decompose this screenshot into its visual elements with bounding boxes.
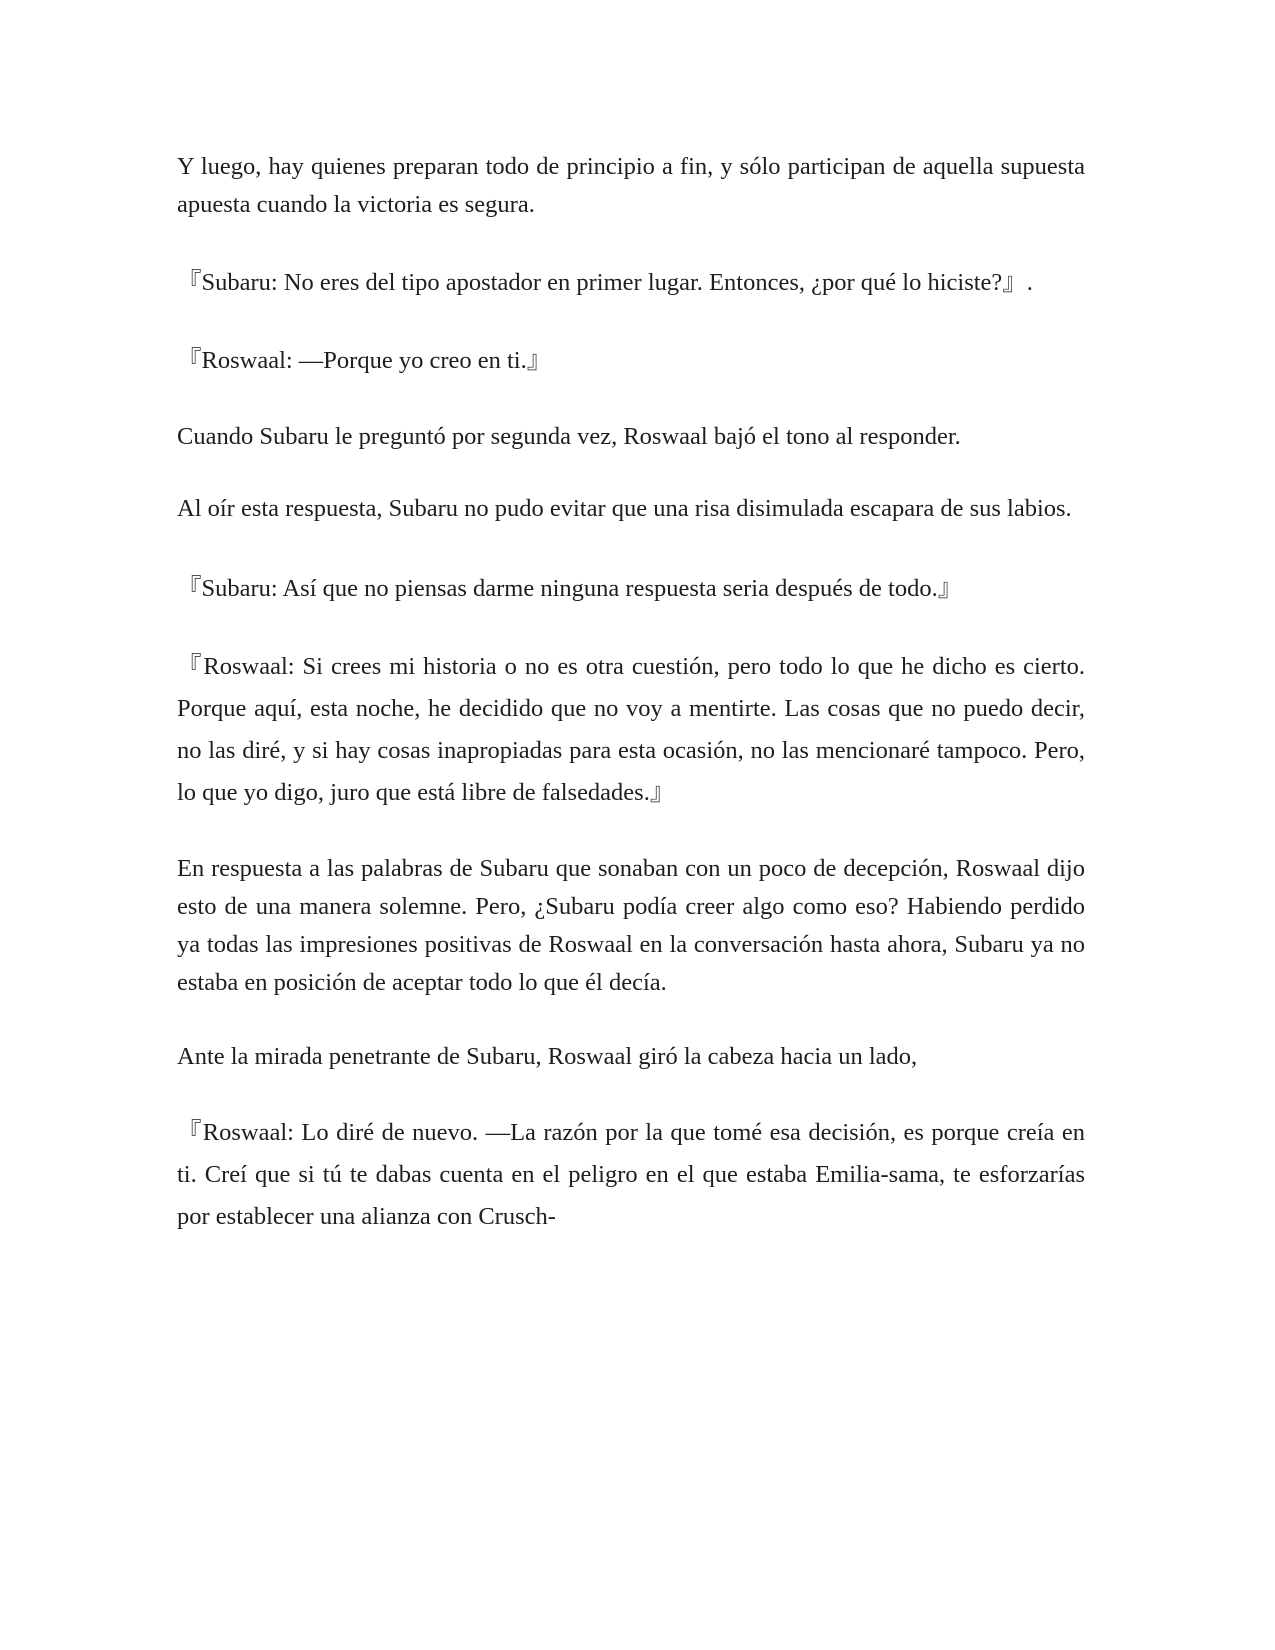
dialogue-paragraph: 『Roswaal: Lo diré de nuevo. —La razón por la que tomé esa decisión, es porque creía en ti. Creí que si tú te dabas cuenta en el peligro en el que estaba Emilia-sama, te esforzarías por establecer una alianza con Crusch- (177, 1119, 1085, 1230)
narration-paragraph: Al oír esta respuesta, Subaru no pudo evitar que una risa disimulada escapara de sus labios. (177, 495, 1072, 522)
narration-paragraph: Cuando Subaru le preguntó por segunda vez, Roswaal bajó el tono al responder. (177, 423, 961, 450)
body-text (177, 148, 1085, 1238)
dialogue-paragraph: 『Subaru: Así que no piensas darme ninguna respuesta seria después de todo.』 (177, 575, 963, 602)
dialogue-paragraph: 『Subaru: No eres del tipo apostador en primer lugar. Entonces, ¿por qué lo hiciste?』. (177, 269, 1033, 296)
dialogue-paragraph: 『Roswaal: Si crees mi historia o no es otra cuestión, pero todo lo que he dicho es cierto. Porque aquí, esta noche, he decidido que no voy a mentirte. Las cosas que no puedo decir, no las diré, y si hay cosas inapropiadas para esta ocasión, no las mencionaré tampoco. Pero, lo que yo digo, juro que está libre de falsedades.』 (177, 653, 1085, 806)
dialogue-paragraph: 『Roswaal: —Porque yo creo en ti.』 (177, 347, 552, 374)
narration-paragraph: En respuesta a las palabras de Subaru que sonaban con un poco de decepción, Roswaal dijo esto de una manera solemne. Pero, ¿Subaru podía creer algo como eso? Habiendo perdido ya todas las impresiones positivas de Roswaal en la conversación hasta ahora, Subaru ya no estaba en posición de aceptar todo lo que él decía. (177, 855, 1085, 996)
narration-paragraph: Ante la mirada penetrante de Subaru, Roswaal giró la cabeza hacia un lado, (177, 1043, 918, 1070)
narration-paragraph: Y luego, hay quienes preparan todo de principio a fin, y sólo participan de aquella supuesta apuesta cuando la victoria es segura. (177, 153, 1085, 218)
